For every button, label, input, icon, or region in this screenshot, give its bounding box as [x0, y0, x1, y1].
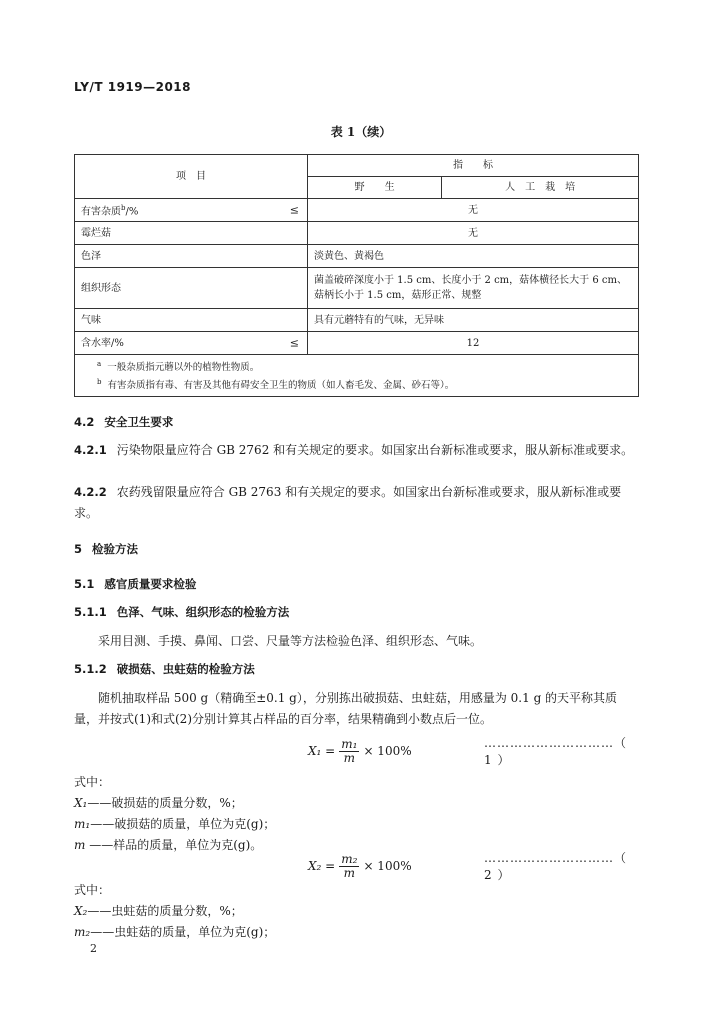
clause-4-2-2: 4.2.2 农药残留限量应符合 GB 2763 和有关规定的要求。如国家出台新标准或要求，服从新标准或要求。: [74, 485, 622, 520]
row-value: 无: [308, 222, 639, 245]
definition-m2: m₂——虫蛀菇的质量，单位为克(g)；: [74, 925, 276, 939]
table-row: [75, 332, 639, 355]
col-header-wild: 野 生: [308, 177, 442, 199]
row-value: 菌盖破碎深度小于 1.5 cm、长度小于 2 cm，菇体横径长大于 6 cm、菇柄长小于 1.5 cm，菇形正常、规整: [308, 268, 639, 309]
table-notes: [75, 355, 639, 396]
formula-1: X₁ = $\frac{\text{m₁}}{m}$ × 100% …………………………（ 1 ）: [74, 736, 640, 766]
section-5-heading: 5 检验方法: [74, 542, 139, 556]
formula-2: X₂ = $\frac{\text{m₂}}{m}$ × 100% …………………………（ 2 ）: [74, 851, 640, 881]
where-2: 式中：: [74, 883, 111, 897]
row-value: 淡黄色、黄褐色: [308, 245, 639, 268]
document-code: LY/T 1919—2018: [74, 80, 192, 94]
section-4-2-heading: 4.2 安全卫生要求: [74, 415, 174, 429]
table-note-b: $^b$ 有害杂质指有毒、有害及其他有碍安全卫生的物质（如人畜毛发、金属、砂石等）。: [97, 378, 455, 392]
row-label: 色泽: [75, 245, 308, 268]
page-number: 2: [90, 942, 97, 955]
formula-2-lhs: X₂: [308, 859, 322, 873]
definition-m1: m₁——破损菇的质量，单位为克(g)；: [74, 817, 276, 831]
row-value: 12: [308, 332, 639, 355]
formula-1-lhs: X₁: [308, 744, 322, 758]
table-note-a: $^a$ 一般杂质指元蘑以外的植物性物质。: [97, 360, 260, 374]
table-row: [75, 309, 639, 332]
row-label: 霉烂菇: [75, 222, 308, 245]
clause-5-1-1-text: 采用目测、手摸、鼻闻、口尝、尺量等方法检验色泽、组织形态、气味。: [98, 634, 483, 648]
table-row: [75, 199, 639, 222]
row-label: 含水率/% ≤: [75, 332, 308, 355]
definition-x1: X₁——破损菇的质量分数，%；: [74, 796, 243, 810]
col-header-index: 指 标: [308, 155, 639, 177]
row-label: 气味: [75, 309, 308, 332]
col-header-item: 项 目: [75, 155, 308, 199]
formula-2-fraction: $\frac{\text{m₂}}{m}$: [341, 851, 358, 880]
section-5-1-1-heading: 5.1.1 色泽、气味、组织形态的检验方法: [74, 605, 290, 619]
table-row: [75, 245, 639, 268]
definition-m: m ——样品的质量，单位为克(g)。: [74, 838, 263, 852]
table-row: [75, 222, 639, 245]
row-label: 有害杂质$^b$/% ≤: [75, 199, 308, 222]
section-5-1-2-heading: 5.1.2 破损菇、虫蛀菇的检验方法: [74, 662, 255, 676]
where-1: 式中：: [74, 775, 111, 789]
definition-x2: X₂——虫蛀菇的质量分数，%；: [74, 904, 243, 918]
clause-5-1-2-text: 随机抽取样品 500 g（精确至±0.1 g），分别拣出破损菇、虫蛀菇，用感量为 0.1 g 的天平称其质量，并按式(1)和式(2)分别计算其占样品的百分率，结果精确到小数点后一位。: [74, 691, 618, 726]
clause-4-2-1: 4.2.1 污染物限量应符合 GB 2762 和有关规定的要求。如国家出台新标准或要求，服从新标准或要求。: [74, 443, 634, 457]
formula-1-rhs: × 100%: [363, 744, 412, 758]
row-value: 具有元蘑特有的气味，无异味: [308, 309, 639, 332]
row-label: 组织形态: [75, 268, 308, 309]
col-header-cultivated: 人 工 栽 培: [442, 177, 639, 199]
row-value: 无: [308, 199, 639, 222]
section-5-1-heading: 5.1 感官质量要求检验: [74, 577, 197, 591]
spec-table: [74, 154, 639, 397]
formula-1-number: …………………………（ 1 ）: [484, 736, 628, 767]
formula-2-number: …………………………（ 2 ）: [484, 851, 628, 882]
table-row: [75, 268, 639, 309]
formula-2-rhs: × 100%: [363, 859, 412, 873]
formula-1-fraction: $\frac{\text{m₁}}{m}$: [341, 736, 358, 765]
table-caption: 表 1（续）: [330, 125, 392, 139]
